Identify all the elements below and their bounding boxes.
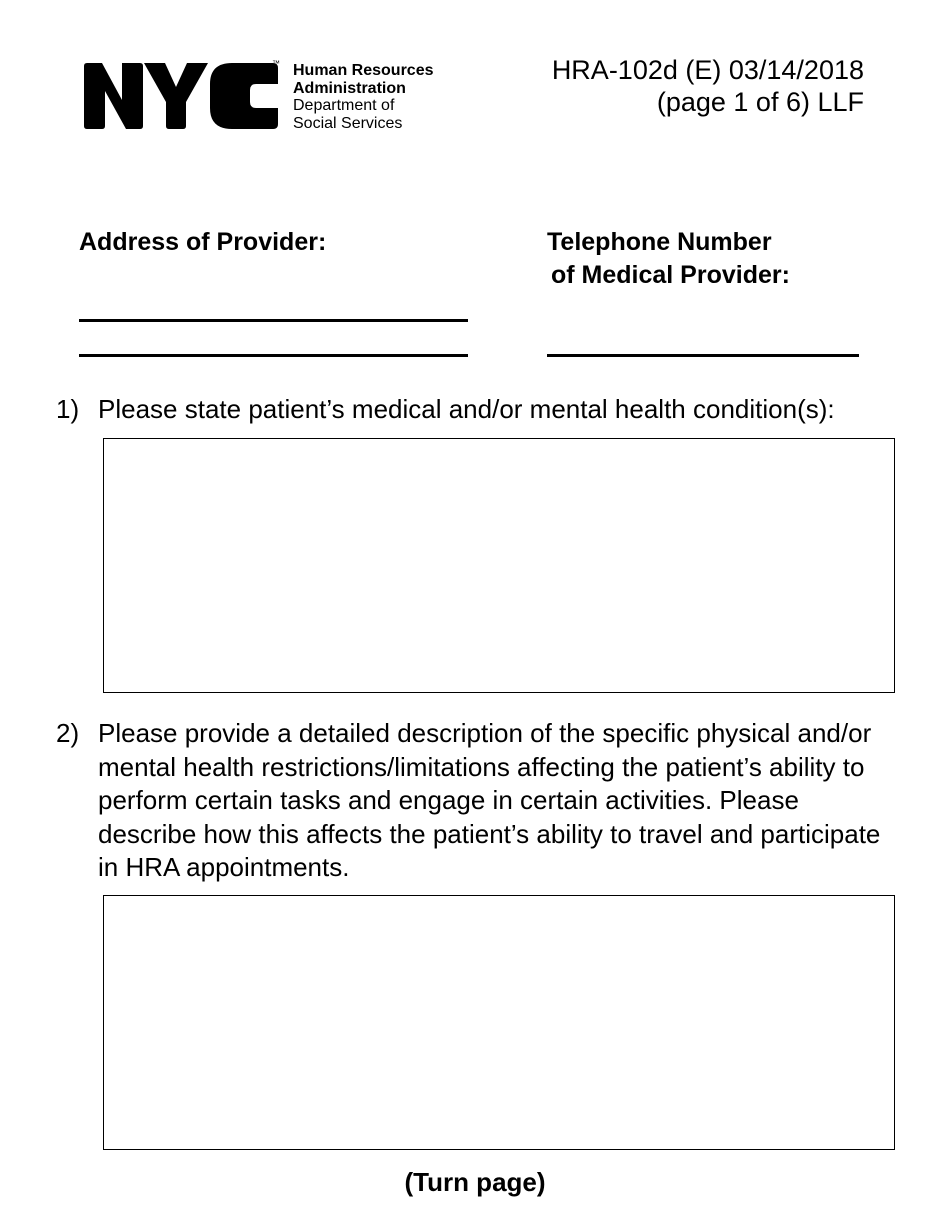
address-line-1-field[interactable] xyxy=(79,319,468,322)
address-of-provider-label xyxy=(79,226,326,259)
agency-name-line1: Human Resources xyxy=(293,62,434,79)
address-label-text: Address of Provider: xyxy=(79,228,327,256)
form-identifier xyxy=(552,54,864,118)
telephone-number-field[interactable] xyxy=(547,354,859,357)
question-1-answer-box[interactable] xyxy=(103,438,895,693)
question-1-number: 1) xyxy=(56,394,80,424)
nyc-logo xyxy=(82,60,282,132)
question-2-text: Please provide a detailed description of the specific physical and/or mental health restrictions/limitations affecting the patient’s ability to perform certain tasks and engage in certain activities. Please describe how this affects the patient’s ability to travel and participate in HRA appointments. xyxy=(98,718,881,882)
agency-name-line4: Social Services xyxy=(293,114,403,132)
question-2-answer-box[interactable] xyxy=(103,895,895,1150)
agency-name-line3: Department of xyxy=(293,97,395,114)
address-line-2-field[interactable] xyxy=(79,354,468,357)
question-1-text: Please state patient’s medical and/or mental health condition(s): xyxy=(98,394,835,424)
form-id-line2: (page 1 of 6) LLF xyxy=(656,87,864,117)
phone-label-line1: Telephone Number xyxy=(547,228,772,256)
agency-name xyxy=(293,62,434,132)
form-id-line1: HRA-102d (E) 03/14/2018 xyxy=(551,55,864,85)
trademark-symbol: ™ xyxy=(272,59,280,68)
turn-page-note: (Turn page) xyxy=(404,1167,546,1197)
question-2-number: 2) xyxy=(56,718,80,748)
agency-name-line2: Administration xyxy=(293,79,406,97)
phone-label-line2: of Medical Provider: xyxy=(551,261,790,289)
telephone-number-label xyxy=(547,226,790,292)
